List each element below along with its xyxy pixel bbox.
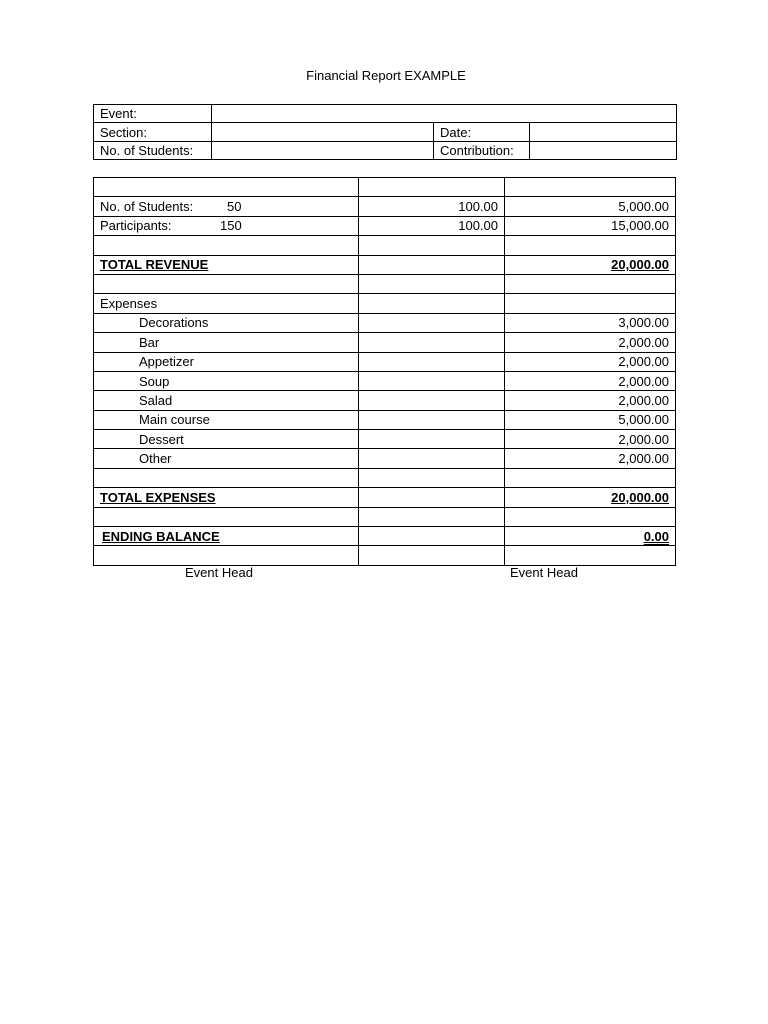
revenue-qty: 150 [220, 218, 242, 234]
expense-label: Other [94, 449, 359, 468]
revenue-row [94, 197, 676, 216]
ending-balance-label: ENDING BALANCE [102, 528, 220, 544]
expense-label: Soup [94, 371, 359, 390]
blank-row [94, 178, 676, 197]
contribution-label: Contribution: [434, 141, 530, 159]
revenue-rate: 100.00 [359, 216, 505, 235]
blank-row [94, 468, 676, 487]
total-revenue-value: 20,000.00 [611, 257, 669, 273]
expense-row [94, 449, 676, 468]
expense-row [94, 391, 676, 410]
expenses-header-row [94, 294, 676, 313]
expense-label: Appetizer [94, 352, 359, 371]
event-field[interactable] [212, 105, 677, 123]
expense-amount: 3,000.00 [505, 313, 676, 332]
event-label: Event: [94, 105, 212, 123]
revenue-rate: 100.00 [359, 197, 505, 216]
section-row [94, 123, 677, 141]
revenue-qty: 50 [227, 199, 242, 215]
section-field[interactable] [212, 123, 434, 141]
report-title: Financial Report EXAMPLE [306, 68, 466, 83]
expense-amount: 2,000.00 [505, 391, 676, 410]
event-info-table [93, 104, 677, 160]
expense-row [94, 371, 676, 390]
financial-table [93, 177, 676, 566]
revenue-amount: 15,000.00 [505, 216, 676, 235]
blank-row [94, 546, 676, 565]
date-label: Date: [434, 123, 530, 141]
expense-row [94, 333, 676, 352]
expense-row [94, 430, 676, 449]
expense-row [94, 352, 676, 371]
blank-row [94, 507, 676, 526]
expense-amount: 5,000.00 [505, 410, 676, 429]
expense-label: Main course [94, 410, 359, 429]
event-row [94, 105, 677, 123]
expense-amount: 2,000.00 [505, 371, 676, 390]
revenue-label: No. of Students: [100, 199, 194, 215]
total-expenses-value: 20,000.00 [611, 489, 669, 505]
expense-row [94, 313, 676, 332]
expense-amount: 2,000.00 [505, 352, 676, 371]
expense-amount: 2,000.00 [505, 430, 676, 449]
revenue-row [94, 216, 676, 235]
signature-left: Event Head [185, 565, 253, 580]
total-expenses-label: TOTAL EXPENSES [100, 489, 216, 505]
total-revenue-row [94, 255, 676, 274]
students-field[interactable] [212, 141, 434, 159]
expense-label: Decorations [94, 313, 359, 332]
students-row [94, 141, 677, 159]
ending-balance-value: 0.00 [643, 528, 669, 544]
expenses-header: Expenses [94, 294, 359, 313]
ending-balance-row [94, 527, 676, 546]
revenue-label: Participants: [100, 218, 172, 234]
total-expenses-row [94, 488, 676, 507]
section-label: Section: [94, 123, 212, 141]
blank-row [94, 236, 676, 255]
students-label: No. of Students: [94, 141, 212, 159]
signature-right: Event Head [510, 565, 578, 580]
expense-amount: 2,000.00 [505, 449, 676, 468]
date-field[interactable] [530, 123, 677, 141]
expense-label: Salad [94, 391, 359, 410]
total-revenue-label: TOTAL REVENUE [100, 257, 209, 273]
expense-row [94, 410, 676, 429]
contribution-field[interactable] [530, 141, 677, 159]
expense-label: Dessert [94, 430, 359, 449]
revenue-amount: 5,000.00 [505, 197, 676, 216]
blank-row [94, 274, 676, 293]
expense-label: Bar [94, 333, 359, 352]
expense-amount: 2,000.00 [505, 333, 676, 352]
